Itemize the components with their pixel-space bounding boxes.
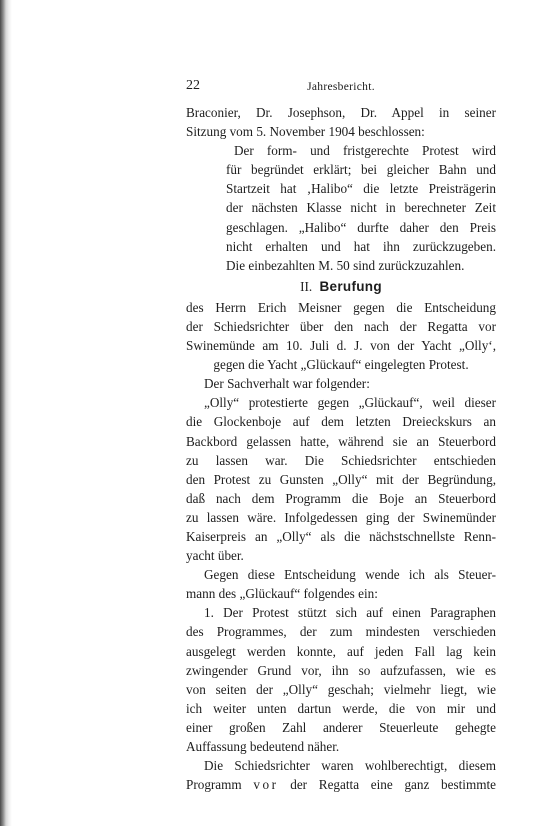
page-header (186, 76, 496, 98)
section-title: Berufung (319, 278, 382, 294)
text-line: nicht erhalten und hat ihn zurückzugeben. (226, 238, 496, 254)
text-line: Braconier, Dr. Josephson, Dr. Appel in seiner (186, 105, 496, 120)
text-line: Die einbezahlten M. 50 sind zurückzuzahlen. (226, 257, 465, 273)
text-line: einer großen Zahl anderer Steuerleute gehegte (186, 719, 496, 735)
book-binding-edge (0, 0, 12, 826)
text-line: von seiten der „Olly“ geschah; vielmehr liegt, wie (186, 681, 496, 697)
text-line: mann des „Glückauf“ folgendes ein: (186, 586, 378, 602)
text-line: zu lassen war. Die Schiedsrichter entschieden (186, 452, 496, 468)
intro-paragraph (186, 103, 496, 141)
text-line: yacht über. (186, 548, 244, 564)
text-line: des Programmes, der zum mindesten verschieden (186, 624, 496, 640)
text-line: ausgelegt werden konnte, auf jeden Fall lag kein (186, 643, 496, 659)
text-line: ich weiter unten dartun werde, die von mir und (186, 700, 496, 716)
text-line: gegen die Yacht „Glückauf“ eingelegten Protest. (213, 357, 469, 373)
text-line: Der Sachverhalt war folgender: (204, 376, 370, 392)
sachverhalt-paragraph (186, 374, 496, 393)
text-line: Gegen diese Entscheidung wende ich als Steuer- (204, 567, 496, 583)
text-line: des Herrn Erich Meisner gegen die Entscheidung (186, 299, 496, 315)
text-line: der Schiedsrichter über den nach der Regatta vor (186, 318, 496, 334)
text-line: Backbord gelassen hatte, während sie an Steuerbord (186, 433, 496, 449)
final-paragraph (186, 756, 496, 794)
page-number: 22 (186, 78, 200, 93)
text-line: Der form- und fristgerechte Protest wird (234, 143, 496, 159)
text-span: der Regatta eine ganz bestimmte (290, 777, 496, 793)
text-line: geschlagen. „Halibo“ durfte daher den Preis (226, 219, 496, 235)
emphasized-word: vor (253, 777, 279, 793)
text-line: zu lassen wäre. Infolgedessen ging der Swinemünder (186, 509, 496, 525)
section-subject (186, 298, 496, 374)
text-line: Swinemünde am 10. Juli d. J. von der Yacht „Olly‘, (186, 338, 496, 354)
text-line: „Olly“ protestierte gegen „Glückauf“, weil dieser (204, 395, 496, 411)
gegen-paragraph (186, 565, 496, 603)
text-line (186, 775, 496, 794)
text-line: die Glockenboje auf dem letzten Dreieckskurs an (186, 414, 496, 430)
text-line: der nächsten Klasse nicht in berechneter Zeit (226, 200, 496, 216)
text-line: Sitzung vom 5. November 1904 beschlossen: (186, 124, 425, 140)
text-line: für begründet erklärt; bei gleicher Bahn und (226, 162, 496, 178)
text-line: Die Schiedsrichter waren wohlberechtigt, diesem (204, 758, 496, 774)
section-numeral: II. (300, 278, 313, 294)
document-page (186, 76, 496, 794)
text-span: Programm (186, 777, 242, 793)
point-1-paragraph (186, 603, 496, 756)
decision-quote (186, 141, 496, 275)
section-heading (186, 276, 496, 298)
text-line: daß nach dem Programm die Boje an Steuerbord (186, 490, 496, 506)
running-head: Jahresbericht. (307, 81, 375, 93)
text-line: 1. Der Protest stützt sich auf einen Paragraphen (204, 605, 496, 621)
text-line: zwingender Grund vor, ihn so aufzufassen, wie es (186, 662, 496, 678)
text-line: Kaiserpreis an „Olly“ als die nächstschnellste Renn- (186, 528, 496, 544)
text-line: Startzeit hat ‚Halibo“ die letzte Preisträgerin (226, 181, 496, 197)
text-line: Auffassung bedeutend näher. (186, 739, 340, 754)
text-line: den Protest zu Gunsten „Olly“ mit der Begründung, (186, 471, 496, 487)
olly-paragraph (186, 393, 496, 565)
